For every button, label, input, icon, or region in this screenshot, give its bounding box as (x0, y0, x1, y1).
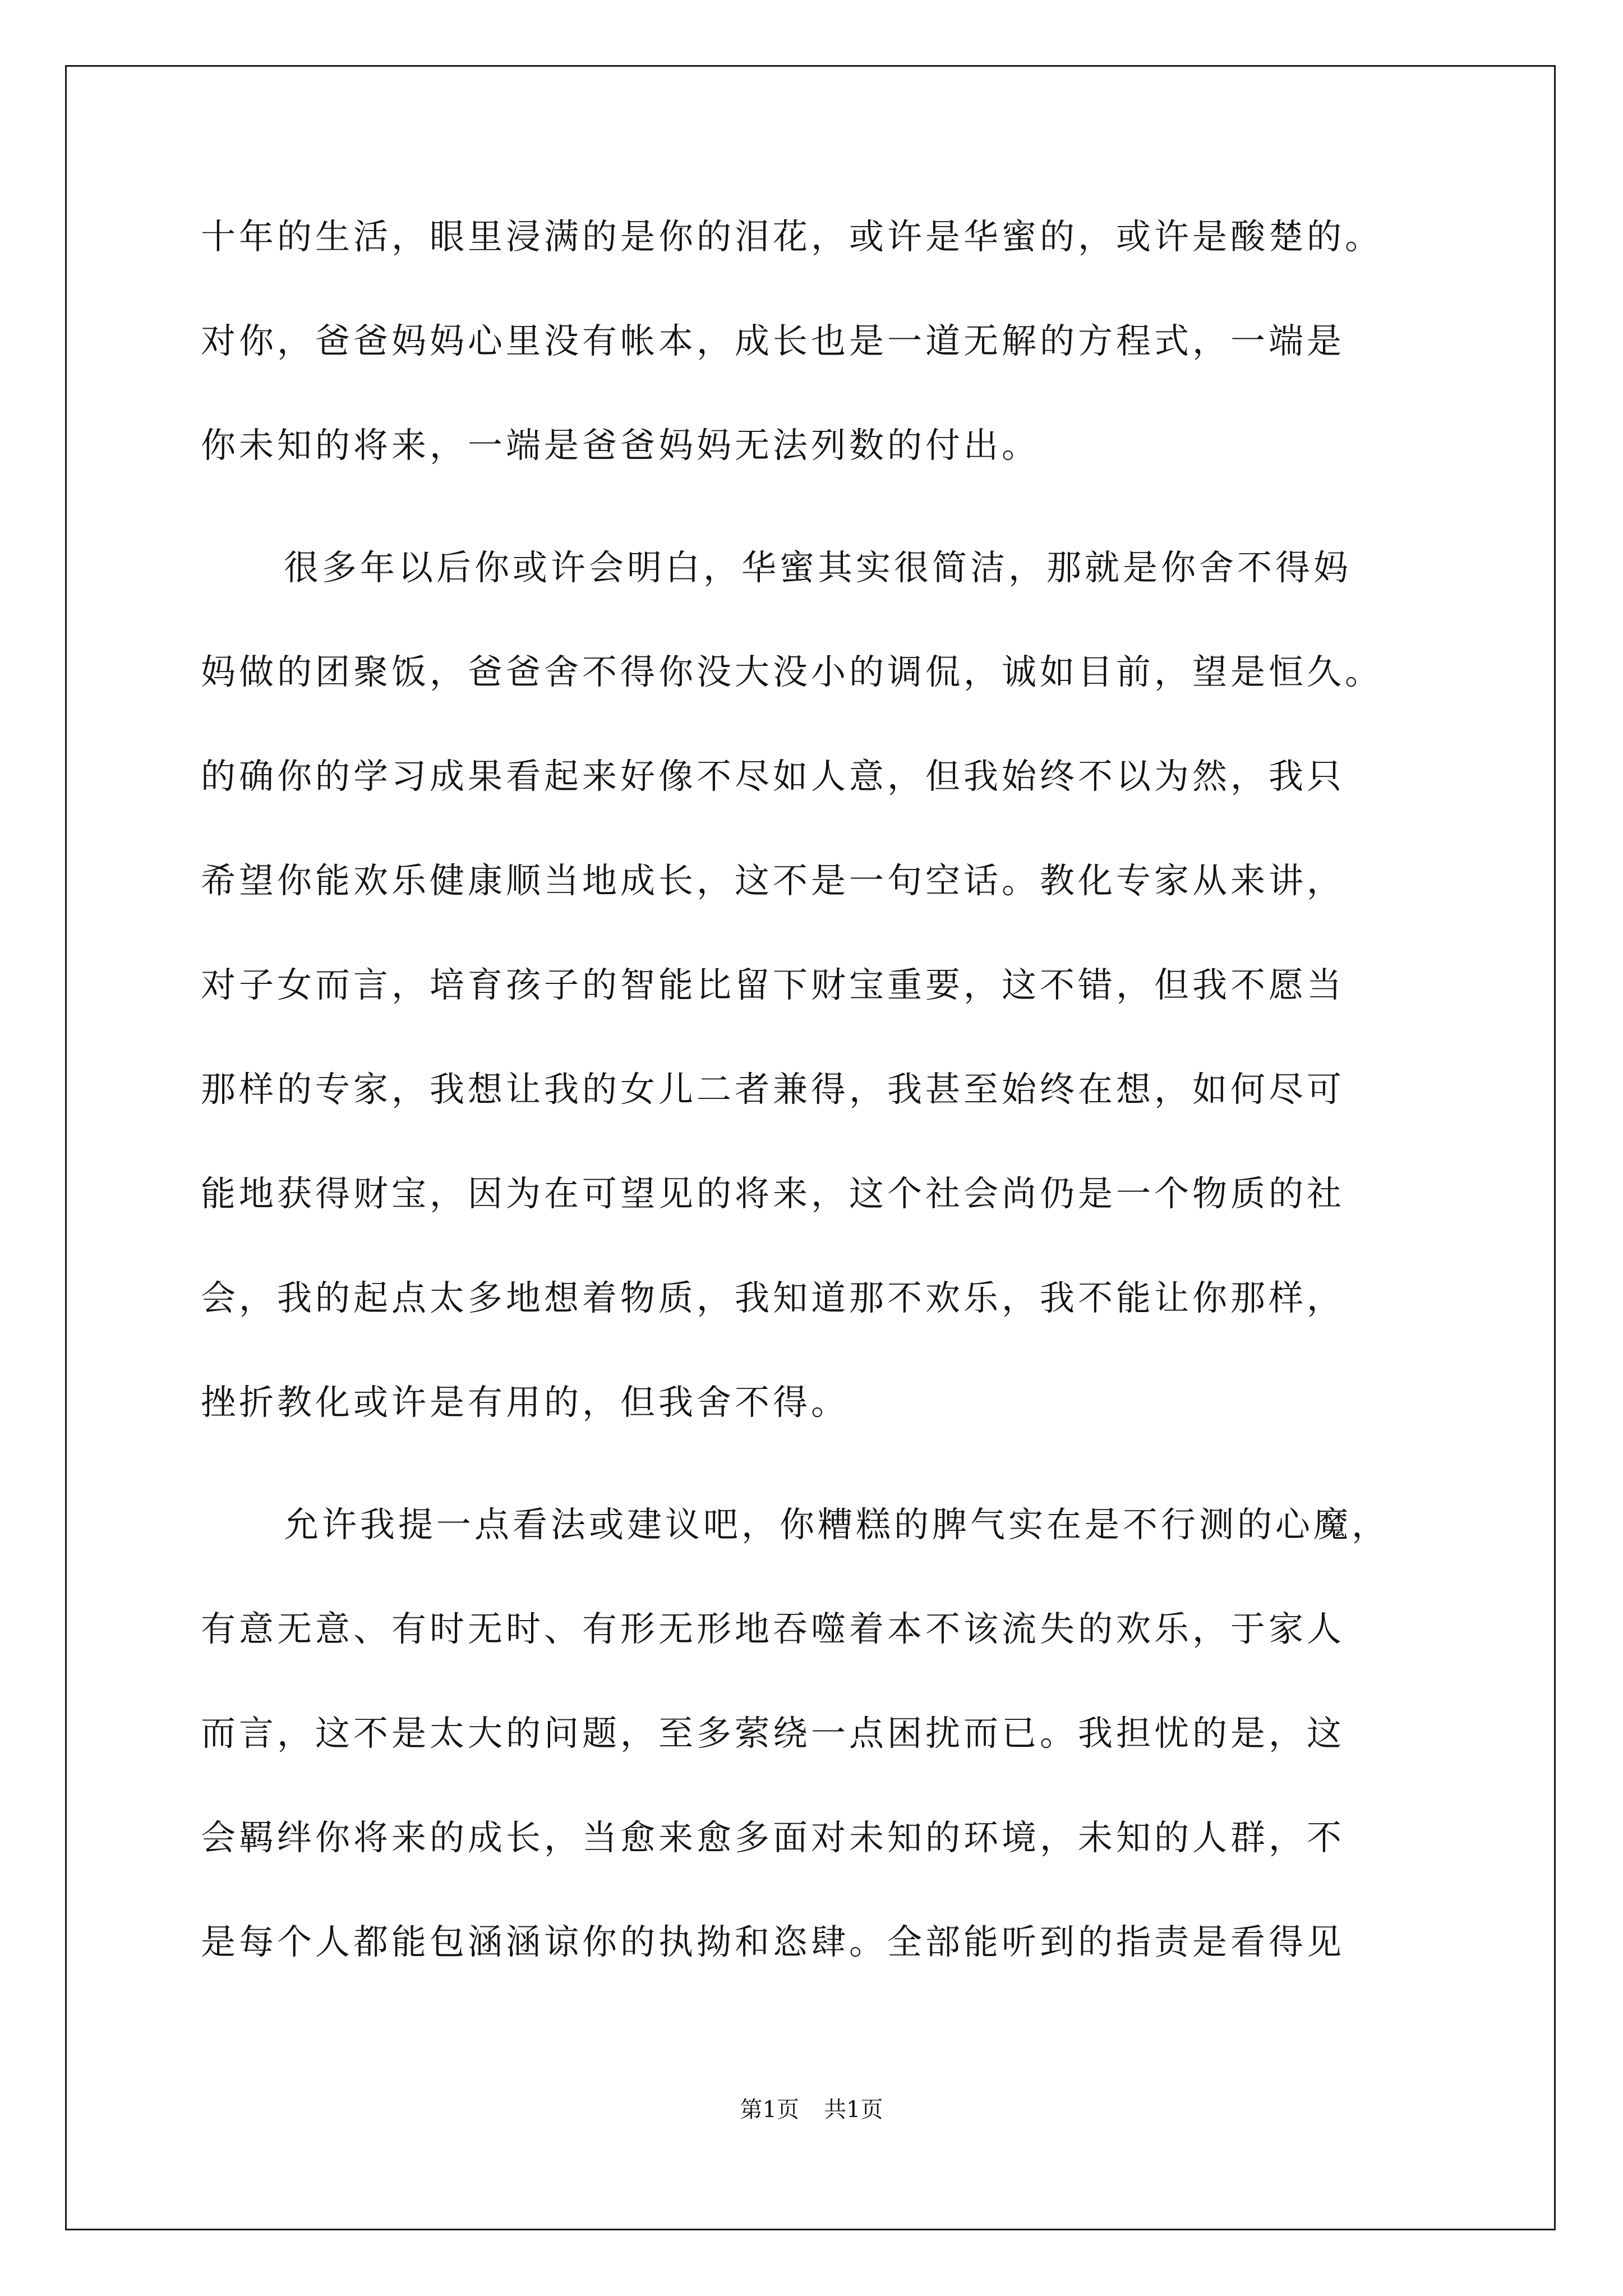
paragraph-1-line-3: 你未知的将来，一端是爸爸妈妈无法列数的付出。 (201, 425, 1040, 466)
paragraph-2-line-4: 希望你能欢乐健康顺当地成长，这不是一句空话。教化专家从来讲， (201, 860, 1345, 901)
paragraph-3-line-4: 会羁绊你将来的成长，当愈来愈多面对未知的环境，未知的人群，不 (201, 1817, 1345, 1858)
page-border (65, 65, 1556, 2230)
paragraph-1-line-2: 对你，爸爸妈妈心里没有帐本，成长也是一道无解的方程式，一端是 (201, 320, 1345, 361)
paragraph-2-line-3: 的确你的学习成果看起来好像不尽如人意，但我始终不以为然，我只 (201, 756, 1345, 797)
paragraph-2-line-6: 那样的专家，我想让我的女儿二者兼得，我甚至始终在想，如何尽可 (201, 1069, 1345, 1110)
page-footer (0, 2094, 1623, 2125)
page-number-current: 第1页 (740, 2097, 799, 2123)
paragraph-3-line-1: 允许我提一点看法或建议吧，你糟糕的脾气实在是不行测的心魔， (284, 1504, 1390, 1545)
page-number-total: 共1页 (824, 2097, 883, 2123)
paragraph-1-line-1: 十年的生活，眼里浸满的是你的泪花，或许是华蜜的，或许是酸楚的。 (201, 216, 1384, 257)
paragraph-3-line-5: 是每个人都能包涵涵谅你的执拗和恣肆。全部能听到的指责是看得见 (201, 1921, 1345, 1962)
paragraph-2-line-7: 能地获得财宝，因为在可望见的将来，这个社会尚仍是一个物质的社 (201, 1173, 1345, 1214)
paragraph-2-line-2: 妈做的团聚饭，爸爸舍不得你没大没小的调侃，诚如目前，望是恒久。 (201, 651, 1384, 692)
paragraph-2-line-8: 会，我的起点太多地想着物质，我知道那不欢乐，我不能让你那样， (201, 1277, 1345, 1318)
paragraph-2-line-9: 挫折教化或许是有用的，但我舍不得。 (201, 1382, 850, 1423)
paragraph-2-line-5: 对子女而言，培育孩子的智能比留下财宝重要，这不错，但我不愿当 (201, 964, 1345, 1005)
paragraph-3-line-3: 而言，这不是太大的问题，至多萦绕一点困扰而已。我担忧的是，这 (201, 1713, 1345, 1754)
paragraph-2-line-1: 很多年以后你或许会明白，华蜜其实很简洁，那就是你舍不得妈 (284, 547, 1352, 588)
paragraph-3-line-2: 有意无意、有时无时、有形无形地吞噬着本不该流失的欢乐，于家人 (201, 1608, 1345, 1649)
